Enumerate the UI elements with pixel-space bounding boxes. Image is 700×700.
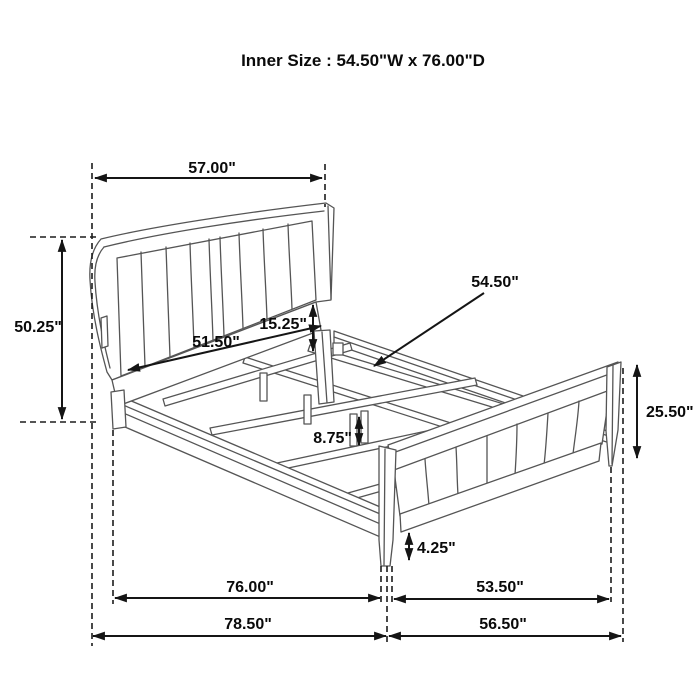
headboard-left-leg: [111, 390, 126, 429]
dim-inner-depth: [115, 579, 380, 598]
dimension-label: 8.75": [313, 430, 352, 447]
dimension-label: 25.50": [646, 404, 694, 421]
dimension-label: 50.25": [14, 319, 62, 336]
dim-headboard-width: [95, 160, 322, 178]
dim-footboard-leg-height: [409, 533, 456, 560]
diagram-title: Inner Size : 54.50"W x 76.00"D: [241, 51, 485, 70]
leader-arrow: [374, 293, 484, 366]
dim-footboard-width: [389, 616, 621, 636]
dimension-label: 76.00": [226, 579, 274, 596]
footboard-left-leg: [379, 446, 396, 566]
dimension-label: 51.50": [192, 334, 240, 351]
dimension-label: 78.50": [224, 616, 272, 633]
dimension-label: 4.25": [417, 540, 456, 557]
dimension-label: 57.00": [188, 160, 236, 177]
dim-footboard-height: [637, 365, 694, 458]
dimension-label: 15.25": [259, 316, 307, 333]
dimension-label: 53.50": [476, 579, 524, 596]
dimension-label: 54.50": [471, 274, 519, 291]
dim-slat-length: [374, 274, 519, 366]
dim-overall-depth: [93, 616, 386, 636]
bed-drawing: [90, 203, 621, 566]
dim-footboard-inner-width: [394, 579, 609, 599]
dimension-label: 56.50": [479, 616, 527, 633]
dim-headboard-height: [14, 240, 62, 419]
